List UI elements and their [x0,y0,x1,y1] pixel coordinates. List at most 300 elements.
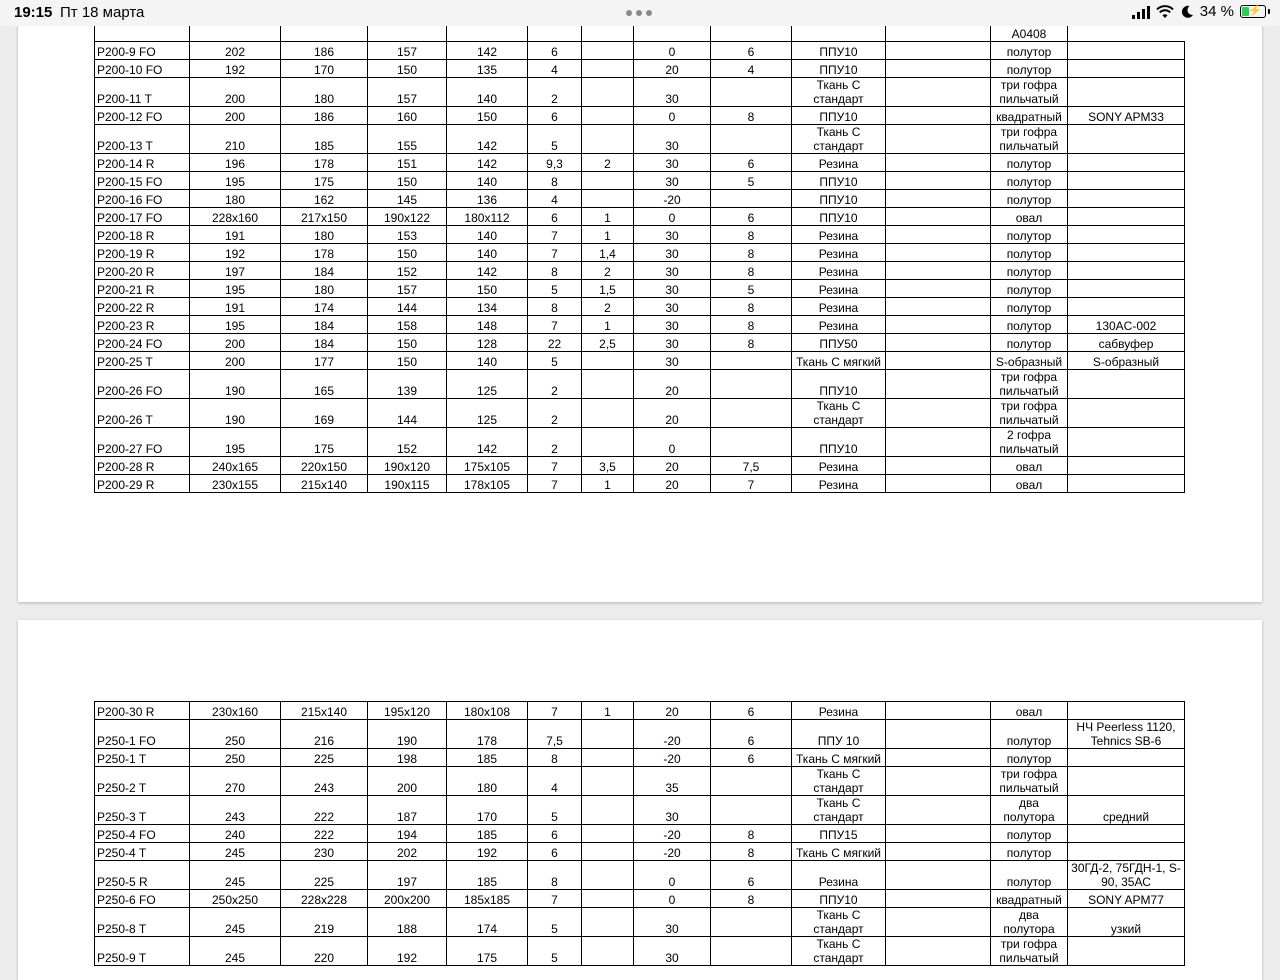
cell-dim-4: 178x105 [447,475,528,493]
cell-dim-3: 160 [368,107,447,125]
cell-dim-3: 152 [368,262,447,280]
cell-material: Ткань С стандарт [792,767,886,796]
cell-dim-4: 136 [447,190,528,208]
cell-value-1: 4 [528,767,582,796]
cell-value-4: 8 [711,334,792,352]
cell-model: P200-9 FO [95,42,190,60]
cell-dim-4: 142 [447,42,528,60]
cell-value-2 [582,78,634,107]
cell-dim-4: 185 [447,825,528,843]
cell-model: P200-11 T [95,78,190,107]
cell-profile: овал [991,457,1068,475]
cell-value-4: 8 [711,316,792,334]
multitasking-dots-icon[interactable] [626,10,652,16]
cell-value-2 [582,890,634,908]
cell-dim-3: 190x120 [368,457,447,475]
cell-material: Ткань С стандарт [792,78,886,107]
cell-model: P250-4 T [95,843,190,861]
cell-note [1068,370,1185,399]
cell-model: P200-29 R [95,475,190,493]
cell-model: P200-30 R [95,702,190,720]
cell-dim-2: 215x140 [281,702,368,720]
cell-value-1: 5 [528,352,582,370]
cell-dim-3: 150 [368,352,447,370]
cell-material: Ткань С стандарт [792,937,886,966]
cell-material: Резина [792,457,886,475]
cell-dim-1: 210 [190,125,281,154]
cell-value-4: 6 [711,208,792,226]
cell-value-3: 30 [634,796,711,825]
cell-value-1: 7 [528,890,582,908]
cell-blank [886,937,991,966]
cell-blank [886,720,991,749]
cell-dim-1: 250x250 [190,890,281,908]
cell-value-3: 20 [634,60,711,78]
cell-profile: два полутора [991,796,1068,825]
cell-value-1: 22 [528,334,582,352]
cell-dim-1: 200 [190,107,281,125]
cell-value-3: -20 [634,843,711,861]
cell-value-3: 0 [634,208,711,226]
table-row [95,352,1185,370]
table-row [95,42,1185,60]
table-row [95,702,1185,720]
cell-dim-1: 202 [190,42,281,60]
cell-note [1068,399,1185,428]
cell-dim-3: 200x200 [368,890,447,908]
cell-value-3: 30 [634,316,711,334]
cell-note: SONY APM77 [1068,890,1185,908]
cell-dim-1: 190 [190,370,281,399]
cell-dim-2: 184 [281,316,368,334]
cell-value-3: 30 [634,125,711,154]
cell-dim-1: 245 [190,908,281,937]
cell-dim-3: 190x115 [368,475,447,493]
cell-blank [886,861,991,890]
cell-note: S-образный [1068,352,1185,370]
table-row [95,226,1185,244]
cell-blank [886,428,991,457]
table-row [95,937,1185,966]
table-row [95,208,1185,226]
cell-note [1068,190,1185,208]
cell-material: Резина [792,244,886,262]
table-row [95,107,1185,125]
cell-blank [886,749,991,767]
cell-dim-4: 185x185 [447,890,528,908]
cell-dim-2: 170 [281,60,368,78]
cell-value-4: 8 [711,244,792,262]
cell-value-3: 20 [634,475,711,493]
cell-dim-3: 157 [368,280,447,298]
cell-value-2 [582,190,634,208]
cell-model: P200-14 R [95,154,190,172]
cell-value-3: -20 [634,720,711,749]
cell-dim-2: 180 [281,226,368,244]
cell-dim-1: 230x160 [190,702,281,720]
cell-dim-1: 200 [190,334,281,352]
cell-value-3: 20 [634,702,711,720]
cell-material: ППУ15 [792,825,886,843]
cell-dim-1: 245 [190,861,281,890]
cell-value-1: 7 [528,226,582,244]
cell-dim-4: 192 [447,843,528,861]
status-time: 19:15 [14,4,53,21]
table-row [95,370,1185,399]
cell-value-1: 7 [528,475,582,493]
cell-profile: овал [991,208,1068,226]
table-row [95,890,1185,908]
cell-dim-2: 184 [281,334,368,352]
cell-value-4: 6 [711,861,792,890]
cell-model: P200-15 FO [95,172,190,190]
cell-material: ППУ10 [792,370,886,399]
cell-value-3: 0 [634,428,711,457]
cell-material: ППУ10 [792,190,886,208]
cell-value-3: 30 [634,226,711,244]
cell-material: Резина [792,298,886,316]
cell-profile: полутор [991,154,1068,172]
cell-value-4: 8 [711,107,792,125]
cell-material: Ткань С мягкий [792,843,886,861]
cell-dim-2: 184 [281,262,368,280]
cell-profile: квадратный [991,890,1068,908]
table-row [95,244,1185,262]
table-row [95,428,1185,457]
cell-dim-4: 140 [447,226,528,244]
cell-value-2 [582,767,634,796]
cell-dim-4: 174 [447,908,528,937]
cell-value-4: 6 [711,749,792,767]
cell-dim-2: 169 [281,399,368,428]
cell-profile: овал [991,475,1068,493]
cell-dim-1: 270 [190,767,281,796]
cell-value-1: 7,5 [528,720,582,749]
cell-value-2 [582,428,634,457]
cell-value-4 [711,190,792,208]
cell-value-2 [582,749,634,767]
cell-note: НЧ Peerless 1120, Tehnics SB-6 [1068,720,1185,749]
cell-dim-3: 151 [368,154,447,172]
cell-value-1: 8 [528,861,582,890]
cell-note [1068,937,1185,966]
cell-model: P200-16 FO [95,190,190,208]
cell-dim-1: 245 [190,937,281,966]
cell-dim-1: 230x155 [190,475,281,493]
cell-value-1: 8 [528,262,582,280]
cell-value-2 [582,125,634,154]
cell-dim-1: 243 [190,796,281,825]
cell-dim-3: 200 [368,767,447,796]
cell-note [1068,262,1185,280]
cell-dim-3: 158 [368,316,447,334]
cell-blank [886,125,991,154]
cell-dim-4: 140 [447,244,528,262]
cell-note: сабвуфер [1068,334,1185,352]
cell-material: Резина [792,316,886,334]
cell-profile: полутор [991,244,1068,262]
cell-dim-2: 222 [281,796,368,825]
cell-dim-2: 220 [281,937,368,966]
cell-value-3: 30 [634,154,711,172]
cell-dim-2: 180 [281,280,368,298]
cell-dim-4: 170 [447,796,528,825]
cell-value-1: 8 [528,749,582,767]
cell-dim-2: 243 [281,767,368,796]
cell-blank [886,352,991,370]
table-row [95,843,1185,861]
cell-value-3: 30 [634,280,711,298]
cell-value-2: 1 [582,316,634,334]
cell-dim-3: 187 [368,796,447,825]
cell-value-4 [711,78,792,107]
cell-model: P200-10 FO [95,60,190,78]
cell-material: ППУ50 [792,334,886,352]
cell-profile: три гофра пильчатый [991,78,1068,107]
cell-value-2: 2 [582,154,634,172]
table-row [95,825,1185,843]
cell-blank [886,226,991,244]
cell-blank [886,475,991,493]
cell-value-3: 30 [634,908,711,937]
cell-dim-3: 188 [368,908,447,937]
cell-dim-3: 150 [368,334,447,352]
cell-model: P250-9 T [95,937,190,966]
cell-profile: три гофра пильчатый [991,767,1068,796]
cell-dim-4: 175 [447,937,528,966]
moon-icon [1180,5,1194,19]
cell-dim-1: 197 [190,262,281,280]
cell-dim-2: 175 [281,172,368,190]
cell-dim-2: 177 [281,352,368,370]
cell-value-3: 0 [634,107,711,125]
cell-value-4 [711,937,792,966]
cell-value-4: 6 [711,42,792,60]
document-page-2 [18,620,1262,980]
cell-dim-4: 180x112 [447,208,528,226]
cell-blank [886,825,991,843]
cell-value-2 [582,399,634,428]
cell-value-2: 1 [582,475,634,493]
cell-model: P200-27 FO [95,428,190,457]
cell-value-2 [582,352,634,370]
cell-dim-1: 196 [190,154,281,172]
cell-blank [886,334,991,352]
cell-value-1: 5 [528,796,582,825]
cell-value-4: 6 [711,720,792,749]
cell-value-3: -20 [634,190,711,208]
cell-dim-1: 180 [190,190,281,208]
cell-dim-1: 191 [190,226,281,244]
cell-value-3: 30 [634,334,711,352]
cell-blank [886,42,991,60]
cell-value-1: 7 [528,244,582,262]
cell-dim-3: 144 [368,399,447,428]
cell-note [1068,154,1185,172]
cell-dim-4: 125 [447,399,528,428]
cell-value-1: 6 [528,825,582,843]
cell-model: P200-17 FO [95,208,190,226]
cell-dim-2: 185 [281,125,368,154]
table-row [95,280,1185,298]
cell-value-4 [711,399,792,428]
cell-dim-2: 175 [281,428,368,457]
cell-profile: A0408 [991,0,1068,42]
cell-blank [886,78,991,107]
cell-dim-2: 216 [281,720,368,749]
cell-dim-2: 178 [281,154,368,172]
cell-value-2 [582,370,634,399]
cell-blank [886,298,991,316]
cell-value-3: 20 [634,399,711,428]
cell-model: P200-23 R [95,316,190,334]
cell-model: P200-28 R [95,457,190,475]
cell-blank [886,843,991,861]
cell-note [1068,280,1185,298]
cell-dim-2: 228x228 [281,890,368,908]
cell-dim-3: 150 [368,172,447,190]
cell-value-3: 0 [634,861,711,890]
cell-dim-3: 157 [368,42,447,60]
cell-dim-1: 195 [190,280,281,298]
cell-value-1: 7 [528,316,582,334]
cell-dim-2: 219 [281,908,368,937]
cell-dim-4: 148 [447,316,528,334]
cell-dim-2: 180 [281,78,368,107]
cell-note: узкий [1068,908,1185,937]
cell-value-1: 9,3 [528,154,582,172]
cell-value-1: 5 [528,908,582,937]
cell-model: P200-12 FO [95,107,190,125]
cell-value-4 [711,352,792,370]
cell-dim-1: 195 [190,316,281,334]
cell-dim-1: 200 [190,352,281,370]
table-row [95,475,1185,493]
cell-value-4 [711,908,792,937]
cell-blank [886,244,991,262]
signal-icon [1132,5,1150,19]
cell-material: ППУ10 [792,60,886,78]
cell-blank [886,796,991,825]
cell-value-2: 2 [582,262,634,280]
cell-value-3: -20 [634,749,711,767]
cell-value-2: 1,5 [582,280,634,298]
cell-profile: квадратный [991,107,1068,125]
cell-value-2: 1 [582,702,634,720]
cell-value-2: 1 [582,208,634,226]
table-row [95,172,1185,190]
cell-note [1068,60,1185,78]
cell-blank [886,908,991,937]
cell-dim-3: 145 [368,190,447,208]
cell-material: ППУ10 [792,42,886,60]
cell-dim-4: 140 [447,172,528,190]
cell-dim-4: 142 [447,262,528,280]
cell-value-4: 8 [711,262,792,280]
cell-dim-4: 128 [447,334,528,352]
cell-note: 130AC-002 [1068,316,1185,334]
cell-dim-2: 225 [281,749,368,767]
cell-dim-2: 225 [281,861,368,890]
cell-dim-1: 190 [190,399,281,428]
cell-model: P200-25 T [95,352,190,370]
cell-note [1068,825,1185,843]
cell-value-3: 30 [634,262,711,280]
cell-value-1: 6 [528,208,582,226]
battery-icon: ⚡ [1240,5,1266,18]
cell-dim-1: 195 [190,172,281,190]
cell-value-1: 5 [528,280,582,298]
cell-dim-1: 192 [190,60,281,78]
cell-dim-2: 178 [281,244,368,262]
cell-value-4: 7,5 [711,457,792,475]
speaker-spec-table [94,701,1185,966]
cell-dim-2: 230 [281,843,368,861]
cell-dim-2: 165 [281,370,368,399]
cell-material: Резина [792,280,886,298]
speaker-spec-table [94,0,1185,493]
table-row [95,749,1185,767]
cell-dim-2: 186 [281,42,368,60]
cell-model: P250-8 T [95,908,190,937]
cell-value-2 [582,861,634,890]
table-row [95,60,1185,78]
cell-dim-3: 144 [368,298,447,316]
cell-dim-4: 180 [447,767,528,796]
cell-note: 30ГД-2, 75ГДН-1, S- 90, 35АС [1068,861,1185,890]
cell-value-2: 3,5 [582,457,634,475]
cell-dim-4: 135 [447,60,528,78]
cell-dim-1: 200 [190,78,281,107]
cell-value-4 [711,370,792,399]
cell-value-1: 7 [528,702,582,720]
cell-value-4: 8 [711,298,792,316]
cell-value-4: 8 [711,843,792,861]
cell-value-2 [582,796,634,825]
cell-material: ППУ10 [792,208,886,226]
cell-note [1068,244,1185,262]
cell-dim-1: 250 [190,749,281,767]
cell-dim-4: 142 [447,428,528,457]
cell-value-2: 2,5 [582,334,634,352]
cell-dim-4: 150 [447,280,528,298]
table-row [95,125,1185,154]
cell-blank [886,172,991,190]
table-row [95,399,1185,428]
cell-profile: два полутора [991,908,1068,937]
cell-dim-4: 175x105 [447,457,528,475]
table-row [95,154,1185,172]
cell-profile: полутор [991,298,1068,316]
table-row [95,720,1185,749]
cell-material: ППУ10 [792,172,886,190]
cell-note [1068,298,1185,316]
cell-material: Ткань С мягкий [792,749,886,767]
cell-dim-2: 220x150 [281,457,368,475]
cell-dim-2: 215x140 [281,475,368,493]
cell-model: P250-2 T [95,767,190,796]
cell-material: Резина [792,475,886,493]
cell-blank [886,208,991,226]
cell-dim-4: 180x108 [447,702,528,720]
cell-note [1068,843,1185,861]
cell-value-3: -20 [634,825,711,843]
cell-material: Ткань С стандарт [792,125,886,154]
cell-value-3: 30 [634,298,711,316]
cell-value-2: 1 [582,226,634,244]
cell-value-2 [582,937,634,966]
cell-note [1068,702,1185,720]
